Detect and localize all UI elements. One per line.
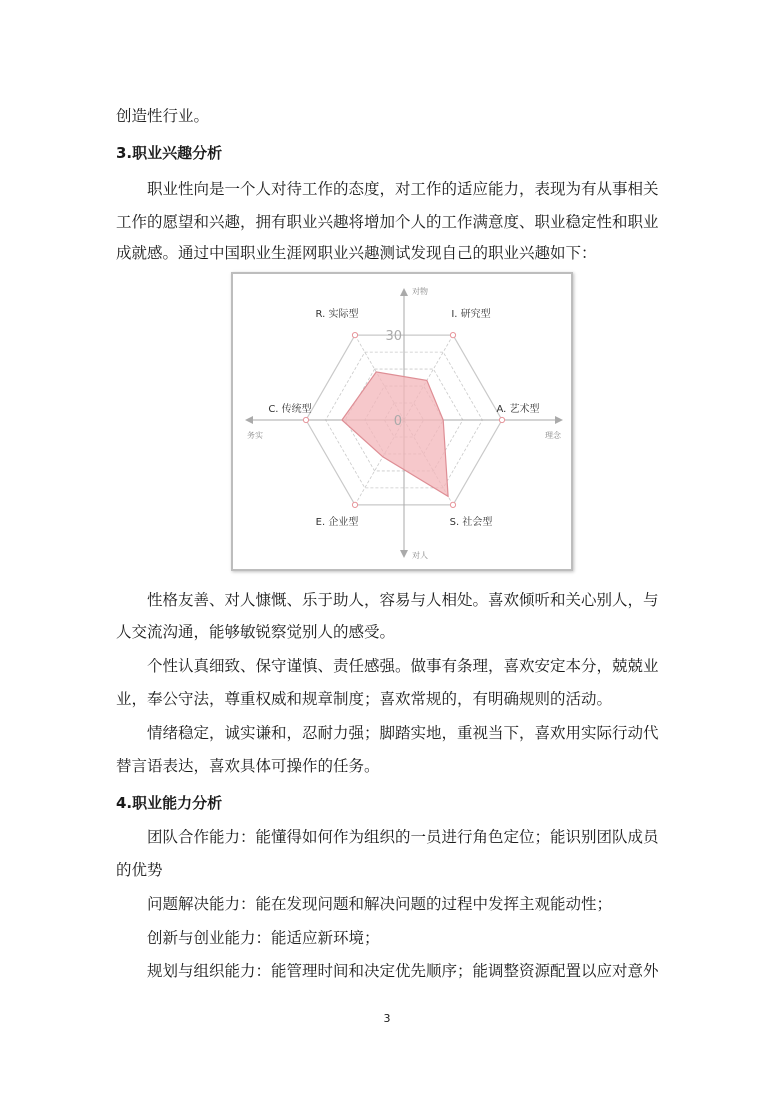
- arrow-left-icon: [245, 416, 253, 424]
- paragraph-line: 替言语表达，喜欢具体可操作的任务。: [116, 757, 380, 775]
- radar-min-tick-label: 0: [393, 414, 402, 429]
- radar-axis-label: E. 企业型: [315, 516, 359, 528]
- radar-vertex-dot: [499, 417, 504, 422]
- paragraph-line: 成就感。通过中国职业生涯网职业兴趣测试发现自己的职业兴趣如下：: [116, 244, 597, 262]
- paragraph-line: 团队合作能力：能懂得如何作为组织的一员进行角色定位；能识别团队成员: [147, 828, 659, 846]
- dimension-label-right: 理念: [545, 431, 561, 440]
- radar-series-area: [342, 372, 448, 496]
- section-heading-career-ability: 4.职业能力分析: [116, 794, 223, 812]
- paragraph-line: 业，奉公守法，尊重权威和规章制度；喜欢常规的，有明确规则的活动。: [116, 690, 613, 708]
- paragraph-line: 工作的愿望和兴趣，拥有职业兴趣将增加个人的工作满意度、职业稳定性和职业: [116, 213, 659, 231]
- arrow-right-icon: [555, 416, 563, 424]
- paragraph-line: 的优势: [116, 861, 163, 879]
- radar-axis-label: A. 艺术型: [496, 404, 540, 415]
- paragraph-line: 问题解决能力：能在发现问题和解决问题的过程中发挥主观能动性；: [147, 895, 613, 913]
- paragraph-line: 创新与创业能力：能适应新环境；: [147, 929, 380, 947]
- radar-chart-svg: [233, 274, 571, 569]
- radar-axis-label: R. 实际型: [315, 309, 359, 321]
- dimension-label-left: 务实: [247, 431, 263, 440]
- dimension-label-top: 对物: [412, 287, 428, 296]
- radar-vertex-dot: [450, 502, 455, 507]
- radar-axis-label: C. 传统型: [268, 404, 312, 415]
- paragraph-line: 性格友善、对人慷慨、乐于助人，容易与人相处。喜欢倾听和关心别人，与: [147, 591, 659, 609]
- radar-axis-label: S. 社会型: [449, 516, 493, 528]
- paragraph-line: 情绪稳定，诚实谦和，忍耐力强；脚踏实地，重视当下，喜欢用实际行动代: [147, 724, 659, 742]
- arrow-down-icon: [400, 550, 408, 558]
- radar-vertex-dot: [303, 417, 308, 422]
- career-interest-radar-chart: [231, 272, 573, 571]
- dimension-label-bottom: 对人: [412, 551, 428, 560]
- radar-vertex-dot: [352, 333, 357, 338]
- paragraph-line: 个性认真细致、保守谨慎、责任感强。做事有条理，喜欢安定本分，兢兢业: [147, 657, 659, 675]
- section-heading-career-interest: 3.职业兴趣分析: [116, 144, 223, 162]
- radar-vertex-dot: [352, 502, 357, 507]
- paragraph-line: 规划与组织能力：能管理时间和决定优先顺序；能调整资源配置以应对意外: [147, 962, 659, 980]
- page-number: 3: [383, 1012, 391, 1025]
- paragraph-line: 职业性向是一个人对待工作的态度，对工作的适应能力，表现为有从事相关: [147, 180, 659, 198]
- radar-axis-label: I. 研究型: [451, 309, 491, 321]
- paragraph-line: 创造性行业。: [116, 107, 210, 125]
- arrow-up-icon: [400, 288, 408, 296]
- radar-max-tick-label: 30: [385, 329, 402, 344]
- paragraph-line: 人交流沟通，能够敏锐察觉别人的感受。: [116, 623, 396, 641]
- radar-vertex-dot: [450, 333, 455, 338]
